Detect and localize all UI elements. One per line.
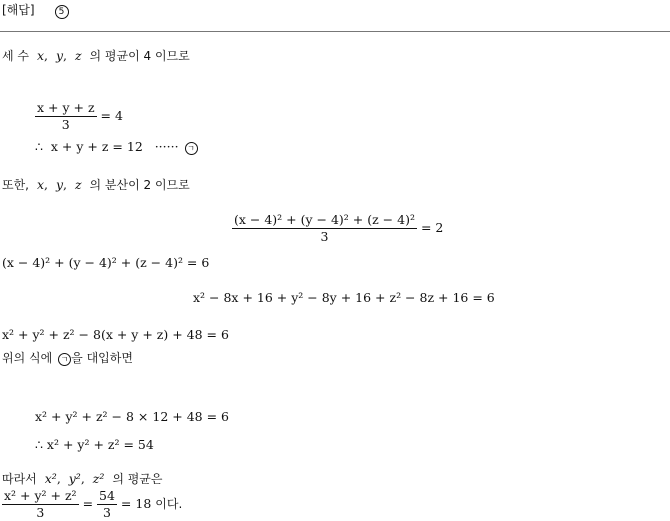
variance-statement-suffix: 의 분산이 2 이므로 <box>89 178 190 192</box>
substitution-suffix: 을 대입하면 <box>71 351 133 365</box>
variance-fraction-numerator: (x − 4)² + (y − 4)² + (z − 4)² <box>234 212 415 227</box>
variance-fraction-denominator: 3 <box>320 229 329 244</box>
final-fraction-2-numerator: 54 <box>99 488 115 503</box>
mean-fraction <box>35 100 97 133</box>
sum-equation <box>35 139 198 155</box>
final-result: = 18 <box>120 496 152 511</box>
substitution-prefix: 위의 식에 <box>2 351 53 365</box>
header-divider <box>0 31 670 32</box>
var-y: y <box>55 177 64 192</box>
answer-header <box>2 2 69 19</box>
mean-statement-suffix: 의 평균이 4 이므로 <box>89 49 190 63</box>
var-z-squared: z² <box>92 471 105 486</box>
conclusion-prefix: 따라서 <box>2 472 37 486</box>
sum-of-squares-result: ∴ x² + y² + z² = 54 <box>35 437 154 452</box>
conclusion-statement: 따라서 x², y², z² 의 평균은 <box>2 471 163 486</box>
final-suffix: 이다. <box>155 497 183 511</box>
leader-dots: ······ <box>154 139 179 154</box>
mean-fraction-numerator: x + y + z <box>37 100 95 115</box>
mean-statement-prefix: 세 수 <box>2 49 29 63</box>
mean-fraction-denominator: 3 <box>61 117 70 132</box>
variance-equation-rhs: = 2 <box>420 220 444 235</box>
var-x: x <box>36 177 45 192</box>
answer-number-circled: 5 <box>55 5 69 19</box>
final-fraction-2-denominator: 3 <box>103 505 111 520</box>
substitution-statement <box>2 350 133 366</box>
var-z: z <box>74 48 82 63</box>
circled-giyeok-marker: ㄱ <box>185 142 198 155</box>
equals-sign: = <box>82 496 94 511</box>
final-mean-equation <box>2 488 182 521</box>
final-fraction-1 <box>2 488 79 521</box>
final-fraction-1-numerator: x² + y² + z² <box>4 488 77 503</box>
var-y: y <box>55 48 64 63</box>
substituted-equation: x² + y² + z² − 8 × 12 + 48 = 6 <box>35 409 229 424</box>
conclusion-suffix: 의 평균은 <box>112 472 163 486</box>
mean-equation <box>35 100 123 133</box>
var-x: x <box>36 48 45 63</box>
final-fraction-1-denominator: 3 <box>36 505 45 520</box>
variance-statement: 또한, x, y, z 의 분산이 2 이므로 <box>2 177 190 192</box>
circled-giyeok-marker: ㄱ <box>58 353 71 366</box>
therefore-symbol: ∴ <box>35 139 43 154</box>
squared-sum-equation: (x − 4)² + (y − 4)² + (z − 4)² = 6 <box>2 255 210 270</box>
var-x-squared: x² <box>44 471 57 486</box>
answer-label: [해답] <box>2 3 35 17</box>
var-y-squared: y² <box>68 471 81 486</box>
simplified-equation: x² + y² + z² − 8(x + y + z) + 48 = 6 <box>2 327 229 342</box>
sum-equation-expr: x + y + z = 12 <box>50 139 143 154</box>
variance-equation <box>232 212 443 245</box>
mean-equation-rhs: = 4 <box>100 108 123 123</box>
variance-fraction <box>232 212 417 245</box>
final-fraction-2 <box>97 488 117 521</box>
mean-statement: 세 수 x, y, z 의 평균이 4 이므로 <box>2 48 190 63</box>
variance-statement-prefix: 또한, <box>2 178 29 192</box>
expanded-equation: x² − 8x + 16 + y² − 8y + 16 + z² − 8z + 16 = 6 <box>193 290 495 305</box>
var-z: z <box>74 177 82 192</box>
